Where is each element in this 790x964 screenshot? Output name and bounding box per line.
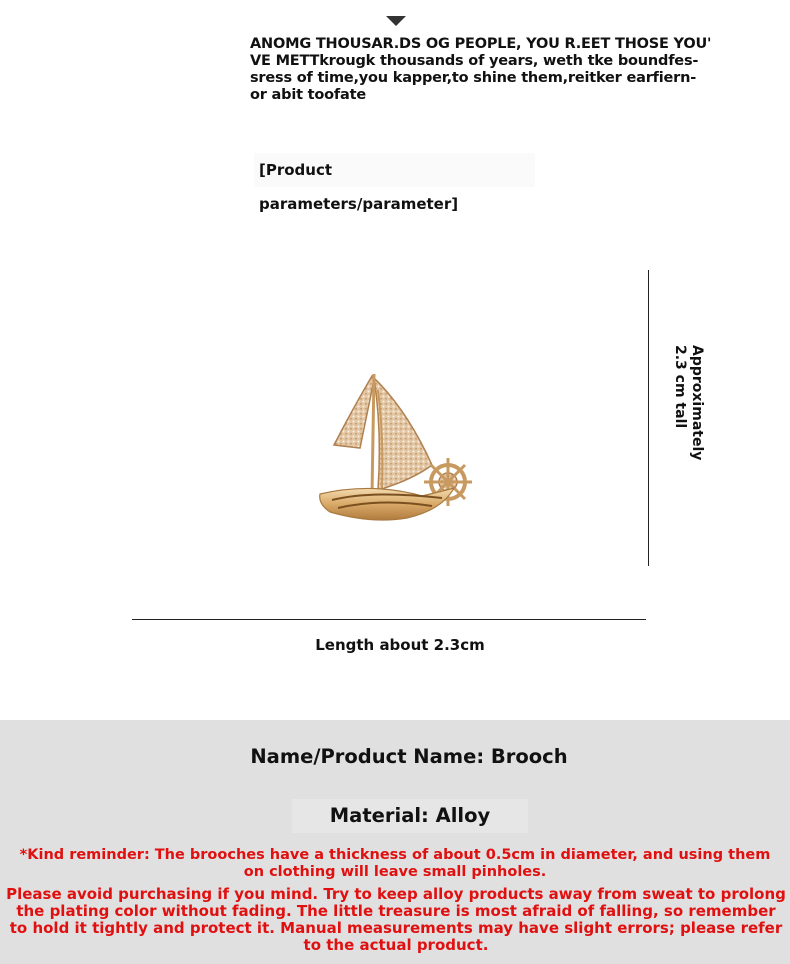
params-title: [Product parameters/parameter] (254, 153, 535, 187)
intro-line: or abit toofate (250, 87, 366, 103)
sailboat-brooch-image (312, 370, 477, 530)
height-measure-line (648, 270, 649, 566)
intro-text (250, 36, 712, 104)
kind-reminder: *Kind reminder: The brooches have a thickness of about 0.5cm in diameter, and using them on clothing will leave small pinholes. (19, 847, 771, 880)
height-label-text: Approximately 2.3 cm tall (672, 345, 705, 461)
triangle-down-icon (386, 16, 406, 26)
height-label (665, 345, 705, 485)
length-measure-line (132, 619, 646, 620)
product-name: Name/Product Name: Brooch (250, 745, 568, 768)
length-label: Length about 2.3cm (315, 636, 485, 654)
intro-line: VE METTkrougk thousands of years, weth tke boundfes- (250, 53, 699, 69)
care-warning: Please avoid purchasing if you mind. Try to keep alloy products away from sweat to prolong the plating color without fading. The little treasure is most afraid of falling, so remember to hold it tightly and protect it. Manual measurements may have slight errors; please refer to the actual product. (6, 885, 786, 954)
product-material: Material: Alloy (292, 799, 528, 833)
intro-line: ANOMG THOUSAR.DS OG PEOPLE, YOU R.EET THOSE YOU' (250, 36, 712, 52)
intro-line: sress of time,you kapper,to shine them,reitker earfiern- (250, 70, 697, 86)
